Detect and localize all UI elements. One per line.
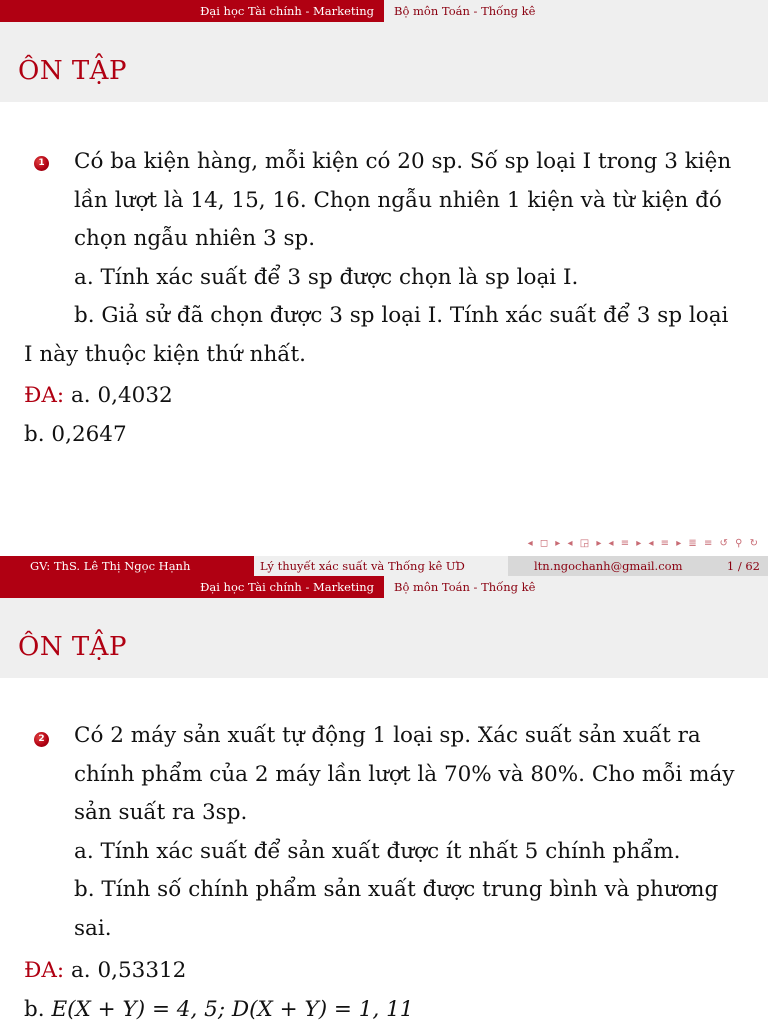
title-bar	[0, 22, 768, 102]
exercise-line: a. Tính xác suất để 3 sp được chọn là sp loại I.	[74, 264, 579, 290]
answer-b-prefix: b.	[24, 997, 45, 1022]
header-department: Bộ môn Toán - Thống kê	[384, 0, 768, 22]
answer-b-variance: D(X + Y) = 1, 11	[231, 997, 414, 1022]
exercise-line: lần lượt là 14, 15, 16. Chọn ngẫu nhiên 1 kiện và từ kiện đó	[74, 187, 722, 213]
exercise-line: b. Tính số chính phẩm sản xuất được trung bình và phương	[74, 877, 719, 902]
exercise-line: Có ba kiện hàng, mỗi kiện có 20 sp. Số sp loại I trong 3 kiện	[74, 149, 732, 174]
answer-b-expectation: E(X + Y) = 4, 5;	[51, 997, 226, 1022]
slide-title: ÔN TẬP	[18, 632, 127, 662]
exercise-line: sai.	[74, 915, 112, 941]
bullet-number: 2	[34, 732, 49, 747]
exercise-line: chính phẩm của 2 máy lần lượt là 70% và 80%. Cho mỗi máy	[74, 761, 735, 787]
footer-page-number: 1 / 62	[726, 559, 760, 573]
exercise-2	[74, 717, 754, 948]
exercise-1	[24, 143, 754, 374]
bullet-number: 1	[34, 156, 49, 171]
footer-course: Lý thuyết xác suất và Thống kê ƯD	[254, 556, 508, 576]
exercise-line: I này thuộc kiện thứ nhất.	[24, 341, 306, 367]
footer-author: GV: ThS. Lê Thị Ngọc Hạnh	[0, 556, 254, 576]
footer-email: ltn.ngochanh@gmail.com	[534, 559, 683, 573]
answer-label: ĐA:	[24, 383, 65, 408]
beamer-navigation-icons[interactable]: ◂ ◻ ▸ ◂ ◲ ▸ ◂ ≡ ▸ ◂ ≡ ▸ ≣ ≡ ↺ ⚲ ↻	[527, 538, 760, 549]
header-bar	[0, 0, 768, 22]
slide-title: ÔN TẬP	[18, 56, 127, 86]
exercise-line: b. Giả sử đã chọn được 3 sp loại I. Tính xác suất để 3 sp loại	[74, 303, 729, 328]
answer-row-a	[24, 377, 173, 416]
header-bar	[0, 576, 768, 598]
answer-b-row	[24, 991, 414, 1024]
answer-label: ĐA:	[24, 958, 65, 983]
header-university: Đại học Tài chính - Marketing	[0, 0, 384, 22]
title-bar	[0, 598, 768, 678]
header-university: Đại học Tài chính - Marketing	[0, 576, 384, 598]
answer-a: a. 0,4032	[70, 383, 173, 408]
slide-2	[0, 556, 768, 1024]
answer-b: b. 0,2647	[24, 422, 127, 447]
exercise-line: sản suất ra 3sp.	[74, 800, 248, 825]
exercise-line: a. Tính xác suất để sản xuất được ít nhất 5 chính phẩm.	[74, 838, 681, 864]
exercise-line: chọn ngẫu nhiên 3 sp.	[74, 226, 316, 251]
answer-a: a. 0,53312	[70, 958, 187, 983]
exercise-line: Có 2 máy sản xuất tự động 1 loại sp. Xác suất sản xuất ra	[74, 723, 701, 748]
header-department: Bộ môn Toán - Thống kê	[384, 576, 768, 598]
answer-row-a	[24, 952, 186, 991]
